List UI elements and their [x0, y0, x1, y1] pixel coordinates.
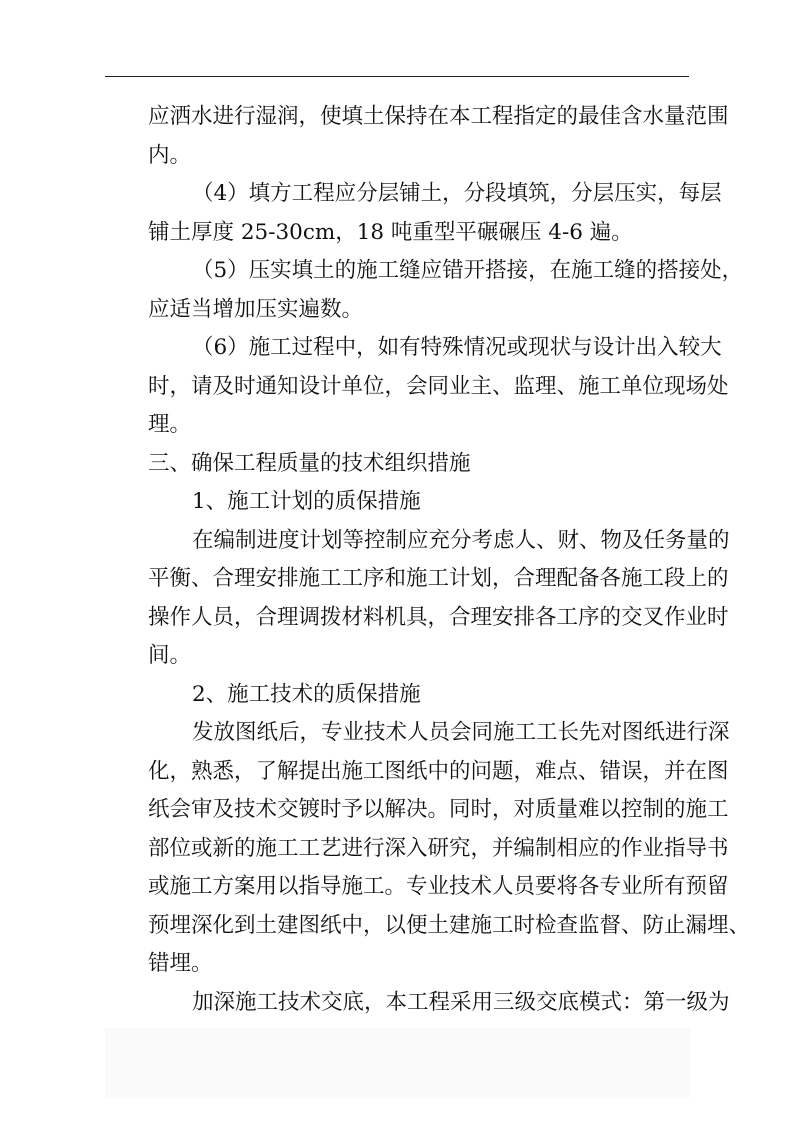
text-line: 或施工方案用以指导施工。专业技术人员要将各专业所有预留: [148, 874, 729, 899]
text-line: 加深施工技术交底，本工程采用三级交底模式：第一级为: [192, 989, 730, 1015]
text-line: 发放图纸后，专业技术人员会同施工工长先对图纸进行深: [192, 720, 730, 745]
footer-area: [105, 1028, 690, 1098]
text-line: 化，熟悉，了解提出施工图纸中的问题，难点、错误，并在图: [148, 758, 729, 784]
text-line: 平衡、合理安排施工工序和施工计划，合理配备各施工段上的: [148, 566, 729, 591]
text-line: 内。: [148, 142, 192, 168]
text-line: 铺土厚度 25-30cm，18 吨重型平碾碾压 4-6 遍。: [148, 219, 633, 245]
document-body: [148, 98, 751, 1022]
text-line: 纸会审及技术交镀时予以解决。同时，对质量难以控制的施工: [148, 797, 729, 822]
text-line: （4）填方工程应分层铺土，分段填筑，分层压实，每层: [192, 181, 722, 206]
text-line: （5）压实填土的施工缝应错开搭接，在施工缝的搭接处，: [192, 258, 744, 283]
header-rule: [105, 76, 689, 77]
text-line: 在编制进度计划等控制应充分考虑人、财、物及任务量的: [192, 527, 730, 553]
text-line: 部位或新的施工工艺进行深入研究，并编制相应的作业指导书: [148, 835, 729, 861]
text-line: 预埋深化到土建图纸中，以便土建施工时检查监督、防止漏埋、: [148, 912, 751, 938]
text-line: （6）施工过程中，如有特殊情况或现状与设计出入较大: [192, 335, 722, 360]
text-line: 操作人员，合理调拨材料机具，合理安排各工序的交叉作业时: [148, 604, 729, 630]
text-line: 2、施工技术的质保措施: [192, 681, 421, 707]
text-line: 间。: [148, 643, 192, 668]
text-line: 时，请及时通知设计单位，会同业主、监理、施工单位现场处: [148, 373, 729, 399]
text-line: 应洒水进行湿润，使填土保持在本工程指定的最佳含水量范围: [148, 104, 729, 129]
text-line: 1、施工计划的质保措施: [192, 489, 421, 514]
text-line: 错埋。: [148, 951, 213, 976]
text-line: 应适当增加压实遍数。: [148, 296, 364, 322]
text-line: 三、确保工程质量的技术组织措施: [148, 450, 471, 476]
text-line: 理。: [148, 412, 192, 437]
